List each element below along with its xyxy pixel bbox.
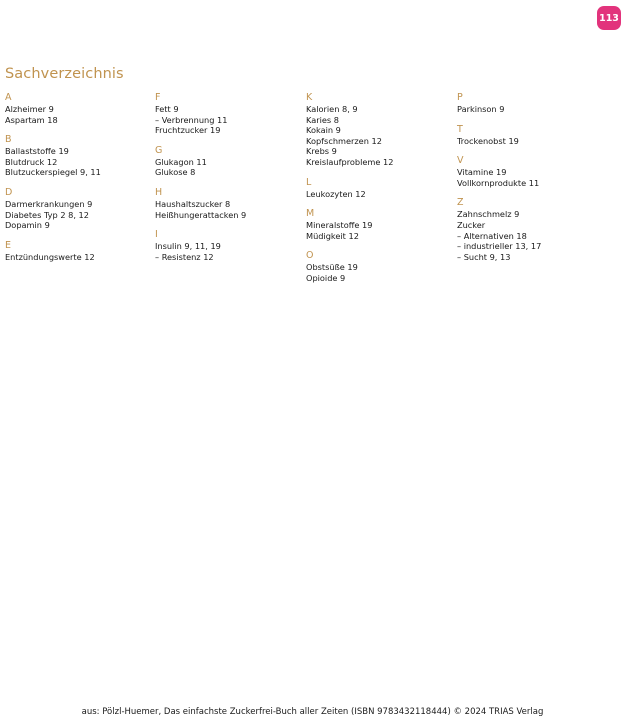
index-entry: Aspartam 18 [5, 114, 58, 125]
index-entry: Alzheimer 9 [5, 104, 54, 114]
page-number-badge: 113 [597, 6, 621, 30]
letter-heading-z: Z [457, 197, 464, 209]
letter-group-o [306, 250, 454, 283]
index-entry: Glukose 8 [155, 167, 196, 178]
index-subentry: – Resistenz 12 [155, 251, 214, 262]
letter-group-f [155, 92, 303, 136]
index-entry: Dopamin 9 [5, 220, 50, 231]
letter-heading-p: P [457, 92, 463, 103]
letter-group-m [306, 208, 454, 241]
index-entry: Karies 8 [306, 114, 339, 125]
index-entry: Kokain 9 [306, 125, 341, 136]
letter-group-z [457, 197, 605, 262]
letter-heading-v: V [457, 155, 464, 167]
index-entry: Fruchtzucker 19 [155, 125, 221, 136]
letter-group-l [306, 177, 454, 200]
index-column-4 [457, 92, 605, 271]
letter-heading-h: H [155, 186, 163, 198]
letter-heading-f: F [155, 92, 161, 103]
index-column-1 [5, 92, 153, 271]
index-column-2 [155, 92, 303, 271]
index-entry: Vollkornprodukte 11 [457, 177, 540, 188]
index-entry: Haushaltszucker 8 [155, 198, 231, 209]
index-entry: Vitamine 19 [457, 167, 507, 178]
index-entry: Glukagon 11 [155, 156, 207, 167]
index-entry: Krebs 9 [306, 146, 337, 157]
index-subentry: – Sucht 9, 13 [457, 251, 511, 262]
index-entry: Blutzuckerspiegel 9, 11 [5, 167, 101, 178]
index-entry: Parkinson 9 [457, 104, 505, 114]
index-entry: Zahnschmelz 9 [457, 209, 520, 220]
index-entry: Kreislaufprobleme 12 [306, 156, 394, 167]
letter-group-g [155, 145, 303, 178]
index-entry: Diabetes Typ 2 8, 12 [5, 209, 89, 220]
index-entry: Mineralstoffe 19 [306, 220, 373, 231]
index-subentry: – Verbrennung 11 [155, 114, 228, 125]
letter-group-h [155, 187, 303, 220]
index-entry: Leukozyten 12 [306, 188, 366, 199]
letter-heading-k: K [306, 92, 313, 103]
footer-text: aus: Pölzl-Huemer, Das einfachste Zuckerfrei-Buch aller Zeiten (ISBN 9783432118444) © 2024 TRIAS Verlag [81, 707, 544, 717]
letter-group-v [457, 155, 605, 188]
index-entry: Opioide 9 [306, 272, 346, 283]
letter-group-k [306, 92, 454, 168]
letter-heading-t: T [457, 123, 463, 135]
letter-group-t [457, 124, 605, 147]
index-entry: Obstsüße 19 [306, 262, 358, 273]
letter-group-i [155, 229, 303, 262]
index-entry: Fett 9 [155, 104, 179, 114]
letter-heading-l: L [306, 176, 312, 188]
index-entry: Heißhungerattacken 9 [155, 209, 247, 220]
letter-group-p [457, 92, 605, 115]
letter-heading-g: G [155, 144, 163, 156]
copyright-footer [0, 707, 625, 717]
letter-heading-o: O [306, 250, 314, 262]
letter-heading-b: B [5, 134, 12, 146]
page-title: Sachverzeichnis [5, 66, 124, 82]
index-entry: Trockenobst 19 [457, 135, 519, 146]
letter-group-d [5, 187, 153, 231]
index-entry: Müdigkeit 12 [306, 230, 359, 241]
index-entry: Zucker [457, 219, 486, 230]
letter-group-e [5, 240, 153, 263]
index-entry: Blutdruck 12 [5, 156, 58, 167]
index-subentry: – industrieller 13, 17 [457, 241, 542, 252]
index-column-3 [306, 92, 454, 293]
index-entry: Ballaststoffe 19 [5, 146, 69, 157]
letter-group-a [5, 92, 153, 125]
index-entry: Insulin 9, 11, 19 [155, 241, 221, 252]
letter-heading-e: E [5, 239, 12, 251]
letter-group-b [5, 134, 153, 178]
index-entry: Kalorien 8, 9 [306, 104, 358, 114]
index-subentry: – Alternativen 18 [457, 230, 527, 241]
index-entry: Entzündungswerte 12 [5, 251, 95, 262]
letter-heading-i: I [155, 229, 158, 241]
index-entry: Kopfschmerzen 12 [306, 135, 382, 146]
letter-heading-a: A [5, 92, 12, 103]
letter-heading-d: D [5, 186, 13, 198]
letter-heading-m: M [306, 208, 315, 220]
index-entry: Darmerkrankungen 9 [5, 198, 93, 209]
